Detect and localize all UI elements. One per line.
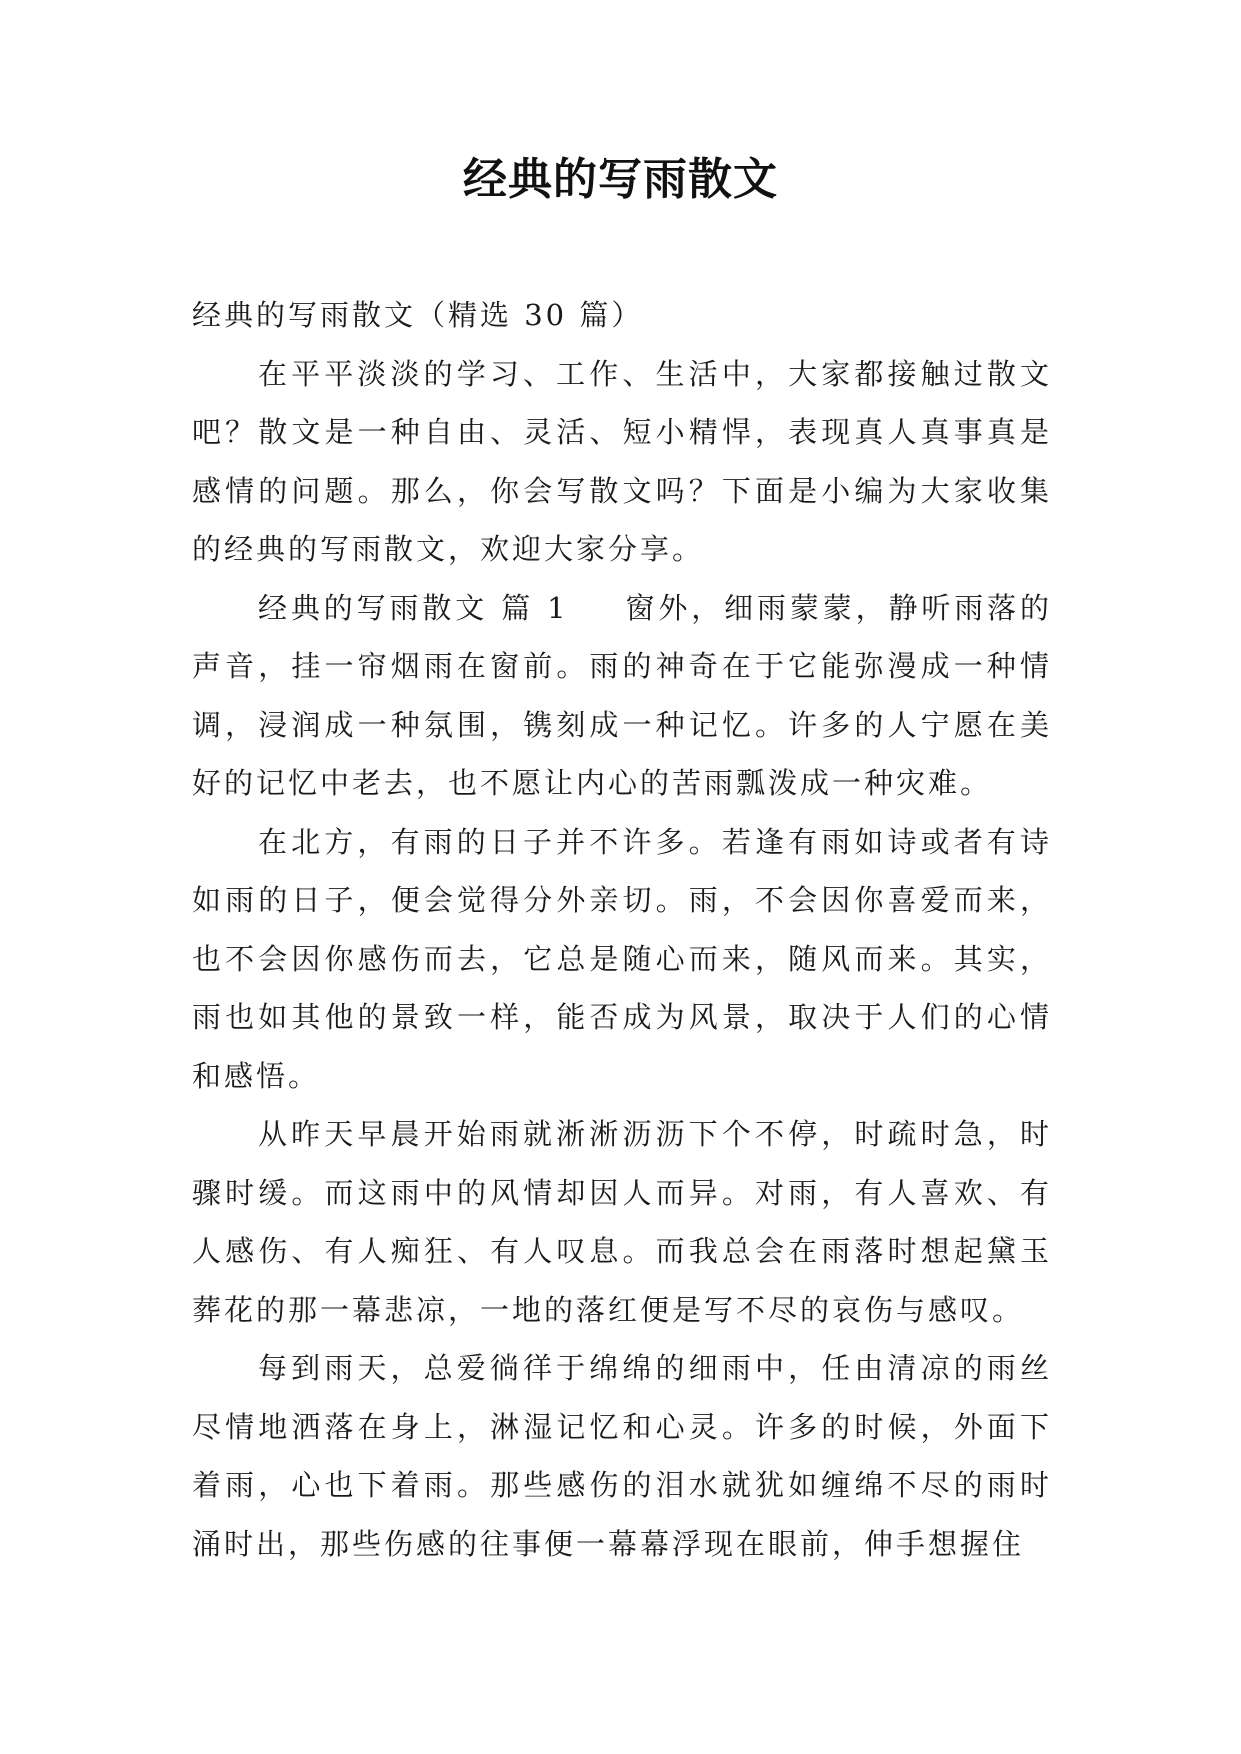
document-title: 经典的写雨散文 — [463, 154, 778, 205]
intro-paragraph: 在平平淡淡的学习、工作、生活中，大家都接触过散文吧？散文是一种自由、灵活、短小精悍，表现真人真事真是感情的问题。那么，你会写散文吗？下面是小编为大家收集的经典的写雨散文，欢迎大家分享。 — [192, 356, 1052, 566]
body-paragraph: 每到雨天，总爱徜徉于绵绵的细雨中，任由清凉的雨丝尽情地洒落在身上，淋湿记忆和心灵。许多的时候，外面下着雨，心也下着雨。那些感伤的泪水就犹如缠绵不尽的雨时涌时出，那些伤感的往事便一幕幕浮现在眼前，伸手想握住 — [192, 1351, 1052, 1561]
section-1-heading: 经典的写雨散文 篇 1 — [258, 590, 569, 625]
document-body — [192, 286, 1052, 1573]
body-paragraph: 在北方，有雨的日子并不许多。若逢有雨如诗或者有诗如雨的日子，便会觉得分外亲切。雨，不会因你喜爱而来，也不会因你感伤而去，它总是随心而来，随风而来。其实，雨也如其他的景致一样，能否成为风景，取决于人们的心情和感悟。 — [192, 824, 1052, 1093]
section-1-paragraph — [192, 579, 1052, 813]
body-paragraph: 从昨天早晨开始雨就淅淅沥沥下个不停，时疏时急，时骤时缓。而这雨中的风情却因人而异。对雨，有人喜欢、有人感伤、有人痴狂、有人叹息。而我总会在雨落时想起黛玉葬花的那一幕悲凉，一地的落红便是写不尽的哀伤与感叹。 — [192, 1117, 1052, 1327]
document-subtitle: 经典的写雨散文（精选 30 篇） — [192, 298, 644, 332]
section-1-lead: 窗外，细雨蒙蒙，静听雨落的声音，挂一帘烟雨在窗前。雨的神奇在于它能弥漫成一种情调，浸润成一种氛围，镌刻成一种记忆。许多的人宁愿在美好的记忆中老去，也不愿让内心的苦雨瓢泼成一种灾难。 — [192, 590, 1052, 800]
